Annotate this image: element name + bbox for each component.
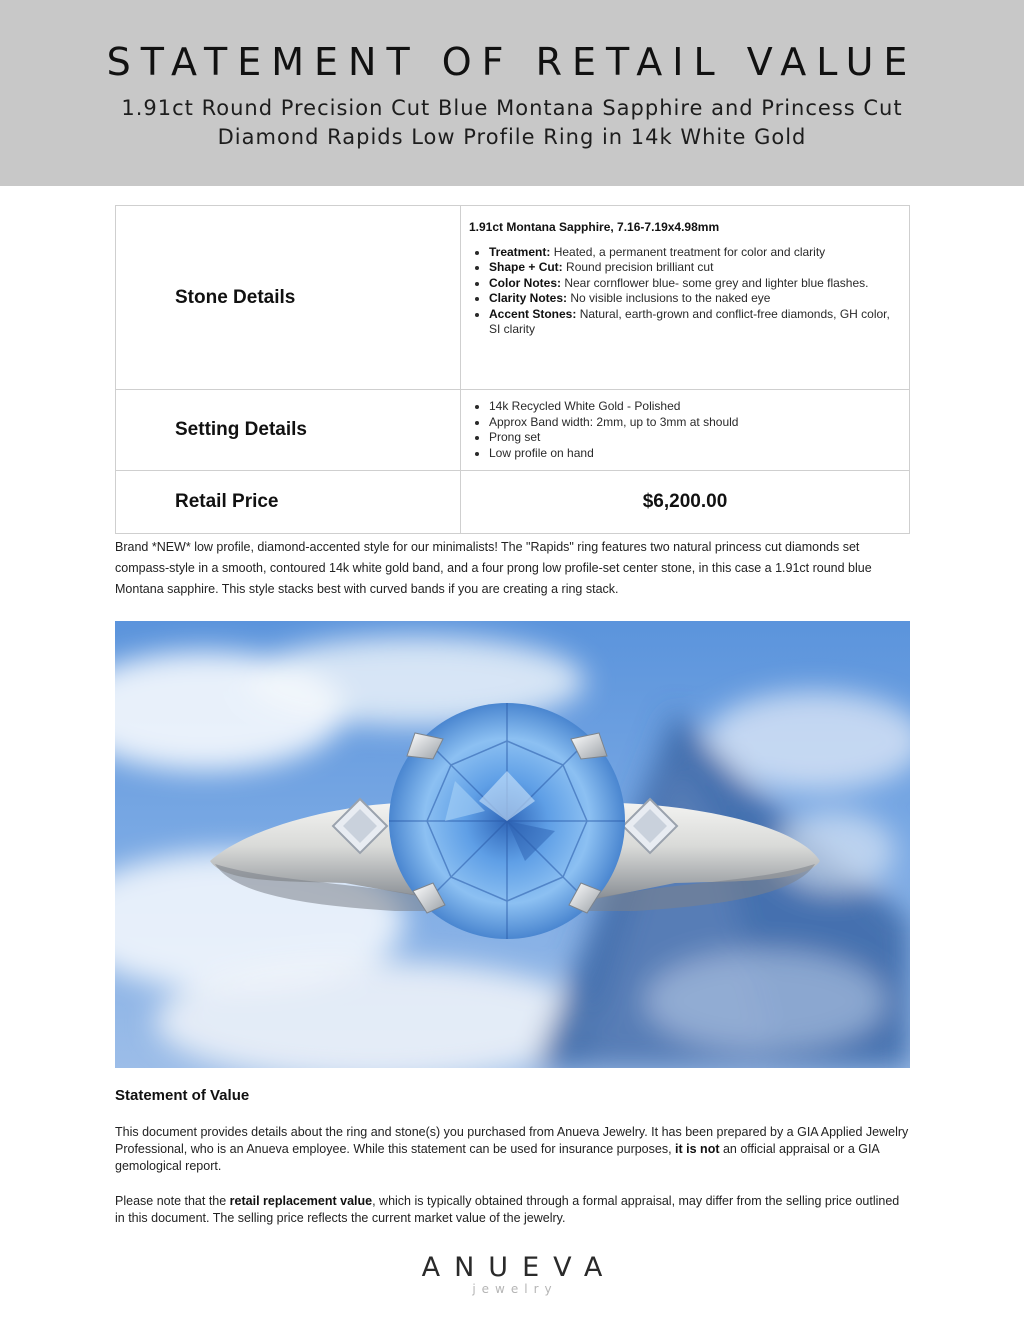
details-table xyxy=(115,205,910,534)
anueva-logo xyxy=(362,1254,662,1296)
product-description: Brand *NEW* low profile, diamond-accented style for our minimalists! The "Rapids" ring features two natural princess cut diamonds set compass-style in a smooth, contoured 14k white gold band, and a four prong low profile-set center stone, in this case a 1.91ct round blue Montana sapphire. This style stacks best with curved bands if you are creating a ring stack. xyxy=(115,540,872,596)
stone-detail-shape-cut xyxy=(489,260,901,276)
setting-details-value xyxy=(461,390,910,471)
detail-key: Clarity Notes: xyxy=(489,291,568,305)
document-subtitle xyxy=(112,94,912,152)
statement-text: This document provides details about the ring and stone(s) you purchased from Anueva Jewelry. It has been prepared by a GIA Applied Jewelry Professional, who is an Anueva employee. While this statement can be used for insurance purposes, xyxy=(115,1125,909,1156)
document-title: STATEMENT OF RETAIL VALUE xyxy=(106,40,918,84)
statement-heading: Statement of Value xyxy=(115,1087,250,1104)
statement-emphasis: it is not xyxy=(675,1142,720,1156)
stone-details-label: Stone Details xyxy=(116,206,461,390)
stone-details-list xyxy=(469,245,901,338)
detail-key: Shape + Cut: xyxy=(489,260,563,274)
stone-detail-clarity-notes xyxy=(489,291,901,307)
logo-subtitle: jewelry xyxy=(472,1282,558,1296)
subtitle-line-2: Diamond Rapids Low Profile Ring in 14k White Gold xyxy=(217,125,807,149)
detail-value: No visible inclusions to the naked eye xyxy=(567,291,771,305)
detail-key: Accent Stones: xyxy=(489,306,577,321)
ring-illustration xyxy=(115,621,910,1068)
stone-detail-accent-stones xyxy=(489,307,901,338)
stone-details-row xyxy=(116,206,910,390)
setting-details-label: Setting Details xyxy=(116,390,461,471)
retail-price-value: $6,200.00 xyxy=(461,471,910,534)
statement-emphasis: retail replacement value xyxy=(229,1194,373,1208)
stone-detail-treatment xyxy=(489,245,901,261)
ring-photo xyxy=(115,621,910,1068)
setting-details-list xyxy=(469,399,901,461)
detail-value: Near cornflower blue- some grey and lighter blue flashes. xyxy=(561,275,869,290)
detail-value: Round precision brilliant cut xyxy=(562,260,714,274)
setting-detail-item: • Approx Band width: 2mm, up to 3mm at should xyxy=(489,415,901,431)
detail-value: Heated, a permanent treatment for color and clarity xyxy=(550,244,826,259)
setting-details-row xyxy=(116,390,910,471)
statement-text: Please note that the xyxy=(115,1194,230,1208)
stone-title: 1.91ct Montana Sapphire, 7.16-7.19x4.98mm xyxy=(469,220,720,234)
stone-details-value xyxy=(461,206,910,390)
subtitle-line-1: 1.91ct Round Precision Cut Blue Montana Sapphire and Princess Cut xyxy=(121,96,903,120)
detail-key: Treatment: xyxy=(489,244,551,259)
retail-price-row xyxy=(116,471,910,534)
detail-value: Natural, earth-grown and conflict-free diamonds, GH color, SI clarity xyxy=(489,306,890,336)
statement-paragraph-2 xyxy=(115,1193,910,1227)
stone-detail-color-notes xyxy=(489,276,901,292)
logo-brand: ANUEVA xyxy=(421,1252,617,1283)
document-header xyxy=(0,0,1024,186)
detail-key: Color Notes: xyxy=(489,275,561,290)
statement-text: an official appraisal or a GIA gemological report. xyxy=(115,1142,880,1173)
statement-paragraph-1 xyxy=(115,1124,910,1175)
retail-price-label: Retail Price xyxy=(116,471,461,534)
setting-detail-item: • Prong set xyxy=(489,430,901,446)
statement-text: , which is typically obtained through a formal appraisal, may differ from the selling price outlined in this document. The selling price reflects the current market value of the jewelry. xyxy=(115,1194,900,1225)
setting-detail-item: • Low profile on hand xyxy=(489,446,901,462)
setting-detail-item: • 14k Recycled White Gold - Polished xyxy=(489,399,901,415)
